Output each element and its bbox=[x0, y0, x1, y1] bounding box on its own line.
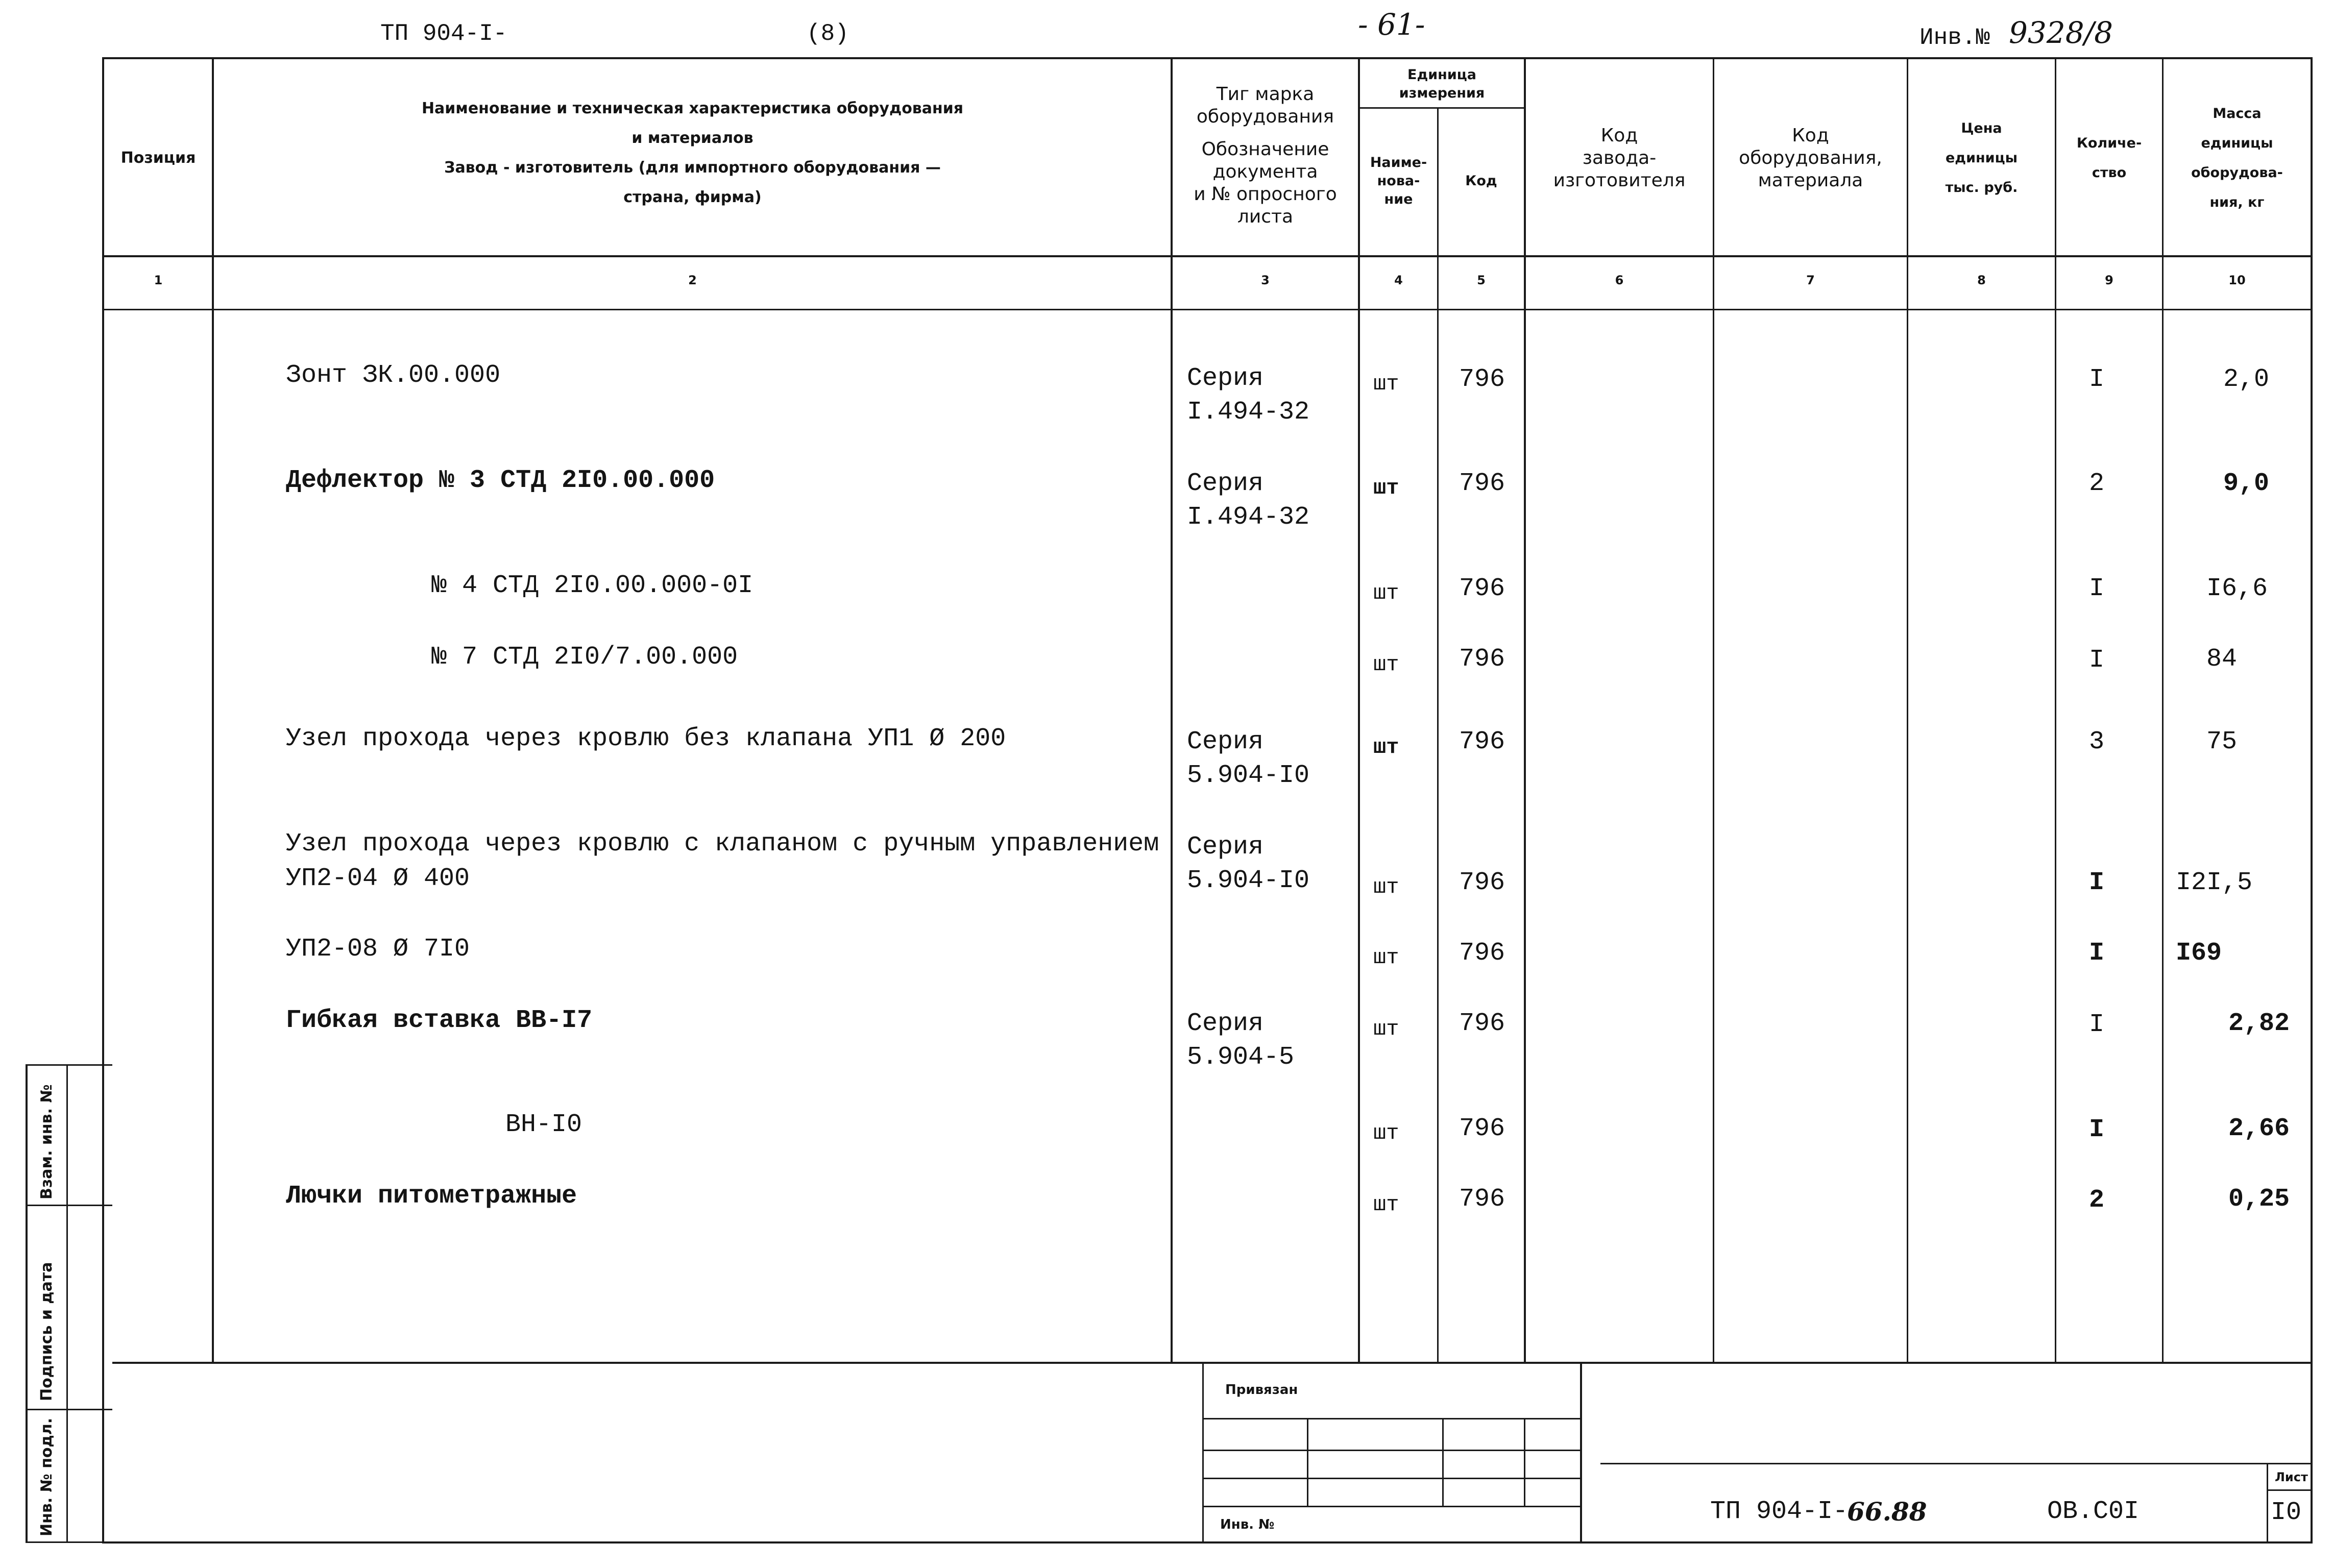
doc-number: 5.904-5 bbox=[1187, 1043, 1295, 1072]
mass: 2,0 bbox=[2223, 365, 2270, 394]
unit: шт bbox=[1373, 476, 1399, 500]
quantity: 2 bbox=[2089, 1186, 2105, 1215]
mass: 0,25 bbox=[2228, 1185, 2290, 1214]
doc-code-handwritten: 66.88 bbox=[1847, 1497, 1927, 1527]
series-prefix: ТП 904-I- bbox=[380, 20, 507, 47]
item-name: № 7 СТД 2I0/7.00.000 bbox=[431, 643, 738, 672]
header-quantity: Количе- ство bbox=[2076, 135, 2142, 181]
mass: 2,82 bbox=[2228, 1009, 2290, 1038]
header-unit-group: Единица измерения bbox=[1399, 67, 1485, 101]
column-number: 8 bbox=[1977, 273, 1986, 287]
header-unit-code: Код bbox=[1465, 173, 1497, 189]
unit: шт bbox=[1373, 735, 1399, 760]
header-unit-name: Наиме- нова- ние bbox=[1370, 155, 1427, 207]
sheet-label: Лист bbox=[2275, 1470, 2308, 1484]
doc-number: 5.904-I0 bbox=[1187, 761, 1310, 790]
mass: I2I,5 bbox=[2176, 868, 2253, 897]
doc-series: Серия bbox=[1187, 832, 1264, 862]
header-name: Наименование и техническая характеристика оборудования и материалов Завод - изготовитель (для импортного оборудования — страна, фирма) bbox=[421, 100, 964, 206]
item-name: № 4 СТД 2I0.00.000-0I bbox=[431, 571, 754, 600]
unit: шт bbox=[1373, 1192, 1399, 1217]
unit-code: 796 bbox=[1459, 1009, 1505, 1038]
sheet-marker: (8) bbox=[807, 20, 849, 47]
side-label-replace-inv: Взам. инв. № bbox=[38, 1084, 56, 1199]
unit-code: 796 bbox=[1459, 727, 1505, 756]
mass: 75 bbox=[2206, 727, 2238, 756]
unit-code: 796 bbox=[1459, 645, 1505, 674]
mass: 9,0 bbox=[2223, 469, 2270, 498]
quantity: I bbox=[2089, 1115, 2105, 1144]
unit: шт bbox=[1373, 581, 1399, 605]
header-price: Цена единицы тыс. руб. bbox=[1945, 120, 2018, 195]
mass: I6,6 bbox=[2206, 574, 2268, 603]
sheet-number: I0 bbox=[2271, 1498, 2302, 1527]
side-label-original-inv: Инв. № подл. bbox=[38, 1417, 56, 1536]
item-name: УП2-08 Ø 7I0 bbox=[286, 935, 470, 964]
doc-number: 5.904-I0 bbox=[1187, 866, 1310, 895]
column-number: 6 bbox=[1615, 273, 1624, 287]
item-name: Узел прохода через кровлю без клапана УП1 Ø 200 bbox=[286, 724, 1006, 753]
unit-code: 796 bbox=[1459, 365, 1505, 394]
inv-label: Инв. № bbox=[1220, 1517, 1275, 1532]
doc-suffix: ОВ.С0I bbox=[2047, 1497, 2140, 1526]
doc-code: ТП 904-I- bbox=[1710, 1497, 1849, 1526]
column-number: 5 bbox=[1477, 273, 1486, 287]
unit: шт bbox=[1373, 945, 1399, 970]
doc-number: I.494-32 bbox=[1187, 398, 1310, 427]
doc-series: Серия bbox=[1187, 364, 1264, 393]
quantity: 2 bbox=[2089, 469, 2105, 498]
side-label-signature-date: Подпись и дата bbox=[38, 1262, 56, 1401]
mass: 84 bbox=[2206, 645, 2238, 674]
column-number: 7 bbox=[1806, 273, 1815, 287]
doc-series: Серия bbox=[1187, 727, 1264, 756]
mass: I69 bbox=[2176, 939, 2222, 968]
column-number: 10 bbox=[2228, 273, 2246, 287]
column-number: 3 bbox=[1261, 273, 1270, 287]
item-name: Дефлектор № 3 СТД 2I0.00.000 bbox=[286, 466, 715, 495]
doc-number: I.494-32 bbox=[1187, 503, 1310, 532]
bound-label: Привязан bbox=[1225, 1382, 1298, 1398]
header-document: Тиг марка оборудования Обозначение документа и № опросного листа bbox=[1194, 84, 1337, 227]
item-name: ВН-I0 bbox=[505, 1110, 582, 1139]
item-name: Лючки питометражные bbox=[286, 1182, 577, 1211]
unit: шт bbox=[1373, 652, 1399, 677]
quantity: I bbox=[2089, 574, 2105, 603]
column-number: 9 bbox=[2105, 273, 2113, 287]
page-number: - 61- bbox=[1358, 7, 1425, 42]
doc-series: Серия bbox=[1187, 1009, 1264, 1038]
item-name: Зонт ЗК.00.000 bbox=[286, 361, 501, 390]
mass: 2,66 bbox=[2228, 1114, 2290, 1143]
unit-code: 796 bbox=[1459, 469, 1505, 498]
quantity: I bbox=[2089, 1010, 2105, 1039]
unit: шт bbox=[1373, 1017, 1399, 1041]
item-name: Гибкая вставка ВВ-I7 bbox=[286, 1006, 593, 1035]
quantity: 3 bbox=[2089, 727, 2105, 756]
header-factory-code: Код завода- изготовителя bbox=[1553, 125, 1686, 191]
header-position: Позиция bbox=[120, 149, 196, 167]
unit: шт bbox=[1373, 372, 1399, 396]
quantity: I bbox=[2089, 939, 2105, 968]
quantity: I bbox=[2089, 646, 2105, 675]
inventory-number: 9328/8 bbox=[2009, 15, 2113, 50]
column-number: 1 bbox=[154, 273, 163, 287]
inventory-label: Инв.№ bbox=[1919, 24, 1990, 51]
doc-series: Серия bbox=[1187, 469, 1264, 498]
column-number: 2 bbox=[688, 273, 697, 287]
header-equipment-code: Код оборудования, материала bbox=[1739, 125, 1882, 191]
quantity: I bbox=[2089, 365, 2105, 394]
unit-code: 796 bbox=[1459, 939, 1505, 968]
unit-code: 796 bbox=[1459, 574, 1505, 603]
unit: шт bbox=[1373, 875, 1399, 899]
unit-code: 796 bbox=[1459, 1114, 1505, 1143]
column-number: 4 bbox=[1394, 273, 1403, 287]
unit-code: 796 bbox=[1459, 868, 1505, 897]
unit-code: 796 bbox=[1459, 1185, 1505, 1214]
unit: шт bbox=[1373, 1121, 1399, 1145]
quantity: I bbox=[2089, 868, 2105, 897]
item-name: Узел прохода через кровлю с клапаном с ручным управлением bbox=[286, 829, 1159, 859]
item-name-line2: УП2-04 Ø 400 bbox=[286, 864, 470, 893]
header-mass: Масса единицы оборудова- ния, кг bbox=[2191, 106, 2283, 210]
